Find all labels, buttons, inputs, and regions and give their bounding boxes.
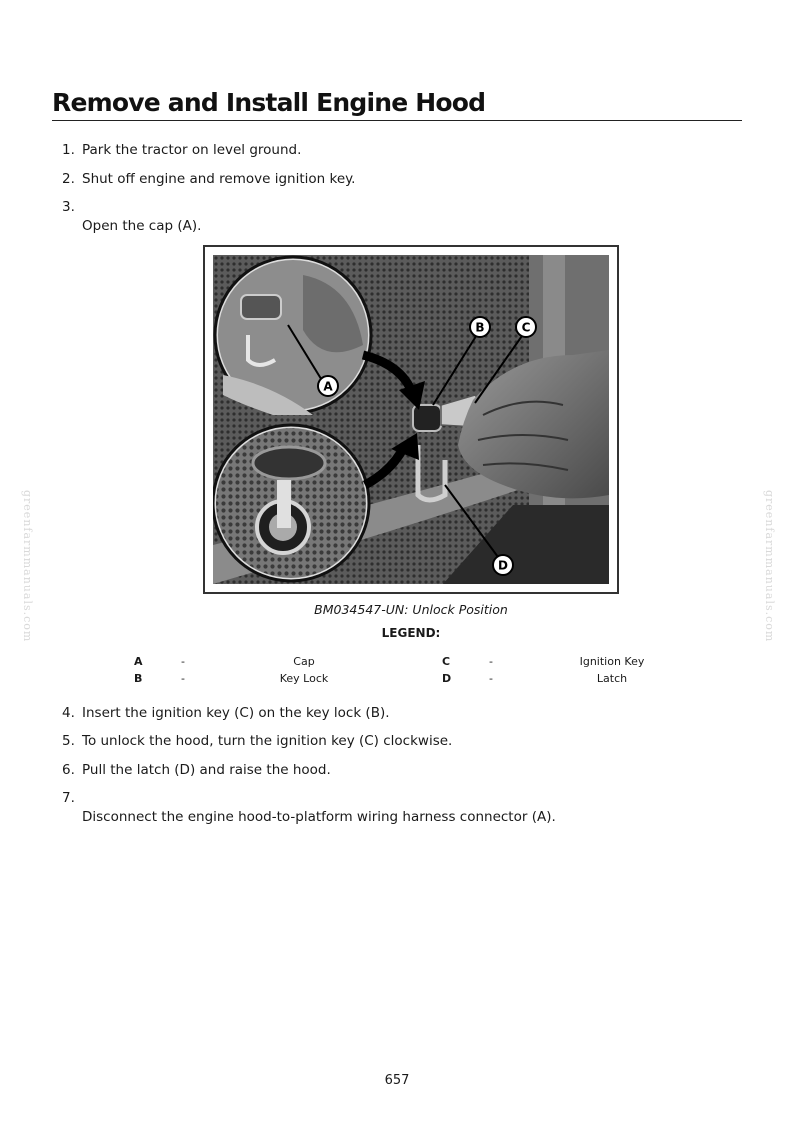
engine-hood-photo bbox=[213, 255, 609, 584]
step-1 bbox=[62, 141, 301, 159]
legend-key: A bbox=[134, 655, 143, 668]
figure-caption: BM034547-UN: Unlock Position bbox=[314, 602, 508, 617]
step-text: Park the tractor on level ground. bbox=[82, 142, 302, 158]
step-5 bbox=[62, 732, 452, 750]
step-text: To unlock the hood, turn the ignition key (C) clockwise. bbox=[82, 733, 453, 749]
legend-title: LEGEND: bbox=[381, 626, 441, 640]
step-text: Pull the latch (D) and raise the hood. bbox=[82, 762, 331, 778]
callout-a-label: A bbox=[323, 379, 333, 394]
step-number: 6. bbox=[62, 762, 75, 778]
step-3-text: Open the cap (A). bbox=[82, 218, 202, 234]
callout-a bbox=[318, 376, 338, 396]
step-number: 4. bbox=[62, 705, 75, 721]
watermark-right: greenfarmmanuals.com bbox=[763, 490, 776, 643]
legend-dash: - bbox=[181, 655, 185, 668]
step-2 bbox=[62, 170, 355, 188]
page-title: Remove and Install Engine Hood bbox=[52, 86, 742, 121]
step-number: 5. bbox=[62, 733, 75, 749]
watermark-left: greenfarmmanuals.com bbox=[21, 490, 34, 643]
page-number: 657 bbox=[384, 1073, 410, 1088]
step-6 bbox=[62, 761, 331, 779]
callout-d bbox=[493, 555, 513, 575]
legend-key: D bbox=[442, 672, 452, 685]
step-text: Shut off engine and remove ignition key. bbox=[82, 171, 356, 187]
step-7-text: Disconnect the engine hood-to-platform wiring harness connector (A). bbox=[82, 809, 556, 825]
legend-value: Key Lock bbox=[279, 672, 329, 685]
legend-dash: - bbox=[489, 672, 493, 685]
callout-b bbox=[470, 317, 490, 337]
step-3-number: 3. bbox=[62, 199, 75, 215]
step-7-number: 7. bbox=[62, 790, 75, 806]
legend-key: B bbox=[134, 672, 143, 685]
step-text: Insert the ignition key (C) on the key lock (B). bbox=[82, 705, 390, 721]
legend-value: Cap bbox=[293, 655, 315, 668]
callout-d-label: D bbox=[498, 558, 508, 573]
legend-value: Ignition Key bbox=[579, 655, 645, 668]
callout-b-label: B bbox=[475, 320, 485, 335]
figure-unlock-position bbox=[203, 245, 619, 594]
step-4 bbox=[62, 704, 390, 722]
callout-c-label: C bbox=[521, 320, 531, 335]
legend-key: C bbox=[442, 655, 451, 668]
step-number: 2. bbox=[62, 171, 75, 187]
legend-dash: - bbox=[489, 655, 493, 668]
legend-value: Latch bbox=[596, 672, 628, 685]
legend-dash: - bbox=[181, 672, 185, 685]
callout-c bbox=[516, 317, 536, 337]
step-number: 1. bbox=[62, 142, 75, 158]
